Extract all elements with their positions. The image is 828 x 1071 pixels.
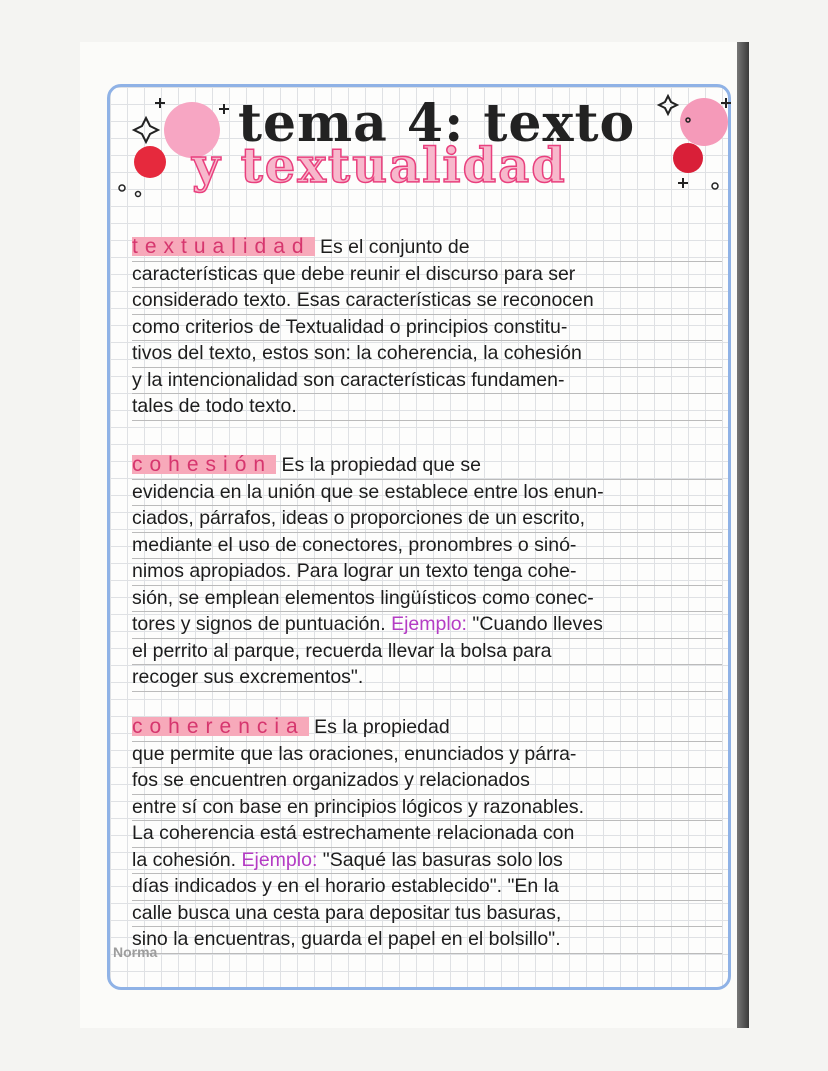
page-subtitle: y textualidad bbox=[192, 138, 567, 194]
brand-logo: Norma bbox=[113, 944, 158, 960]
term-textualidad: textualidad bbox=[132, 235, 315, 258]
term-coherencia: coherencia bbox=[132, 715, 309, 738]
section-textualidad: textualidad Es el conjunto de características que debe reunir el discurso para ser considerado texto. Esas características se reconocen como criterios de Textualidad o principios constitu- tivos del texto, estos son: la coherencia, la cohesión y la intencionalidad son características fundamen- tales de todo texto. bbox=[132, 234, 722, 421]
red-circle-left bbox=[134, 146, 166, 178]
section-coherencia: coherencia Es la propiedad que permite que las oraciones, enunciados y párra- fos se encuentren organizados y relacionados entre sí con base en principios lógicos y razonables. La coherencia está estrechamente relacionada con la cohesión. Ejemplo: "Saqué las basuras solo los días indicados y en el horario establecido". "En la calle busca una cesta para depositar tus basuras, sino la encuentras, guarda el papel en el bolsillo". bbox=[132, 714, 722, 954]
example-label: Ejemplo: bbox=[391, 613, 467, 635]
term-cohesion: cohesión bbox=[132, 453, 276, 476]
example-label: Ejemplo: bbox=[241, 848, 318, 871]
page-title: tema 4: texto bbox=[238, 93, 636, 154]
red-circle-right bbox=[673, 143, 703, 173]
section-cohesion: cohesión Es la propiedad que se evidencia en la unión que se establece entre los enun- ciados, párrafos, ideas o proporciones de un escrito, mediante el uso de conectores, pronombres o sinó- nimos apropiados. Para lograr un texto tenga cohe- sión, se emplean elementos lingüísticos como conec- tores y signos de puntuación. Ejemplo: "Cuando lleves el perrito al parque, recuerda llevar la bolsa para recoger sus excrementos". bbox=[132, 452, 722, 692]
